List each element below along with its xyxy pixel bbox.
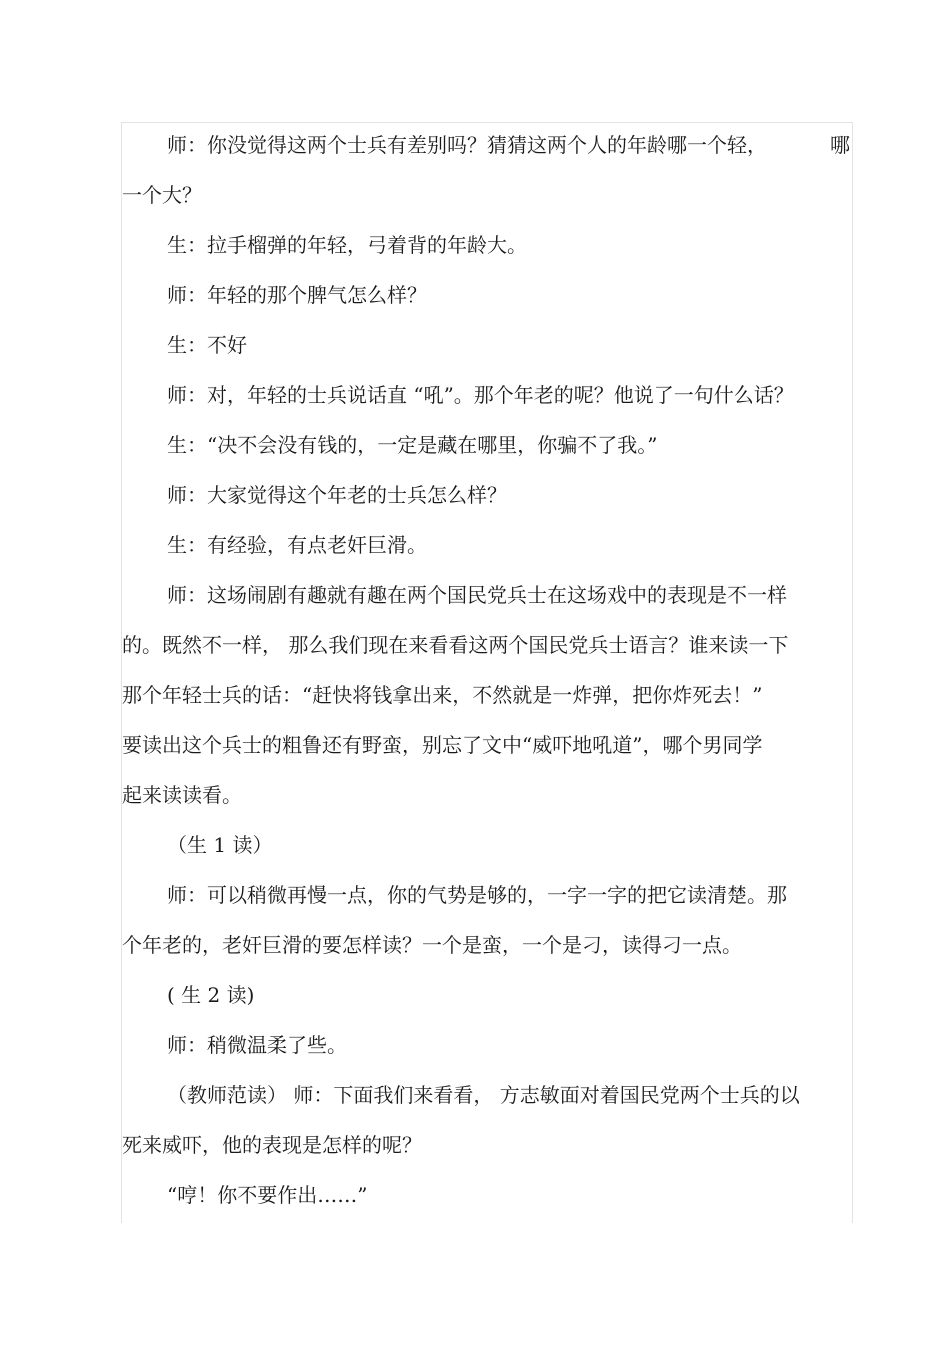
paragraph-line: 生：不好 [167, 333, 247, 357]
paragraph-text-tail: 哪 [830, 133, 850, 157]
paragraph-line: ( 生 2 读) [167, 983, 255, 1007]
paragraph-line: （教师范读） 师：下面我们来看看， 方志敏面对着国民党两个士兵的以 [167, 1083, 800, 1107]
paragraph-line: 生：拉手榴弹的年轻，弓着背的年龄大。 [167, 233, 527, 257]
paragraph-line: 的。既然不一样， 那么我们现在来看看这两个国民党兵士语言？谁来读一下 [122, 633, 789, 657]
paragraph-line: 生：有经验，有点老奸巨滑。 [167, 533, 427, 557]
paragraph-line: 个年老的，老奸巨滑的要怎样读？一个是蛮，一个是刁，读得刁一点。 [122, 933, 742, 957]
paragraph-text: 师：你没觉得这两个士兵有差别吗？猜猜这两个人的年龄哪一个轻， [167, 133, 767, 157]
paragraph-line: 起来读读看。 [122, 783, 242, 807]
paragraph-line: 师：稍微温柔了些。 [167, 1033, 347, 1057]
paragraph-line: 要读出这个兵士的粗鲁还有野蛮，别忘了文中“威吓地吼道”，哪个男同学 [122, 733, 763, 757]
paragraph-line: 那个年轻士兵的话：“赶快将钱拿出来，不然就是一炸弹，把你炸死去！” [122, 683, 763, 707]
paragraph-line: （生 1 读） [167, 833, 273, 857]
paragraph-line: 生：“决不会没有钱的，一定是藏在哪里，你骗不了我。” [167, 433, 658, 457]
paragraph-line: 师：对，年轻的士兵说话直 “吼”。那个年老的呢？他说了一句什么话？ [167, 383, 794, 407]
paragraph-line: 一个大？ [122, 183, 202, 207]
paragraph-line: 师：这场闹剧有趣就有趣在两个国民党兵士在这场戏中的表现是不一样 [167, 583, 787, 607]
paragraph-line [167, 130, 850, 160]
paragraph-line: “哼！你不要作出……” [167, 1183, 368, 1207]
paragraph-line: 师：年轻的那个脾气怎么样？ [167, 283, 427, 307]
paragraph-line: 死来威吓，他的表现是怎样的呢？ [122, 1133, 422, 1157]
paragraph-line: 师：大家觉得这个年老的士兵怎么样？ [167, 483, 507, 507]
paragraph-line: 师：可以稍微再慢一点，你的气势是够的，一字一字的把它读清楚。那 [167, 883, 787, 907]
